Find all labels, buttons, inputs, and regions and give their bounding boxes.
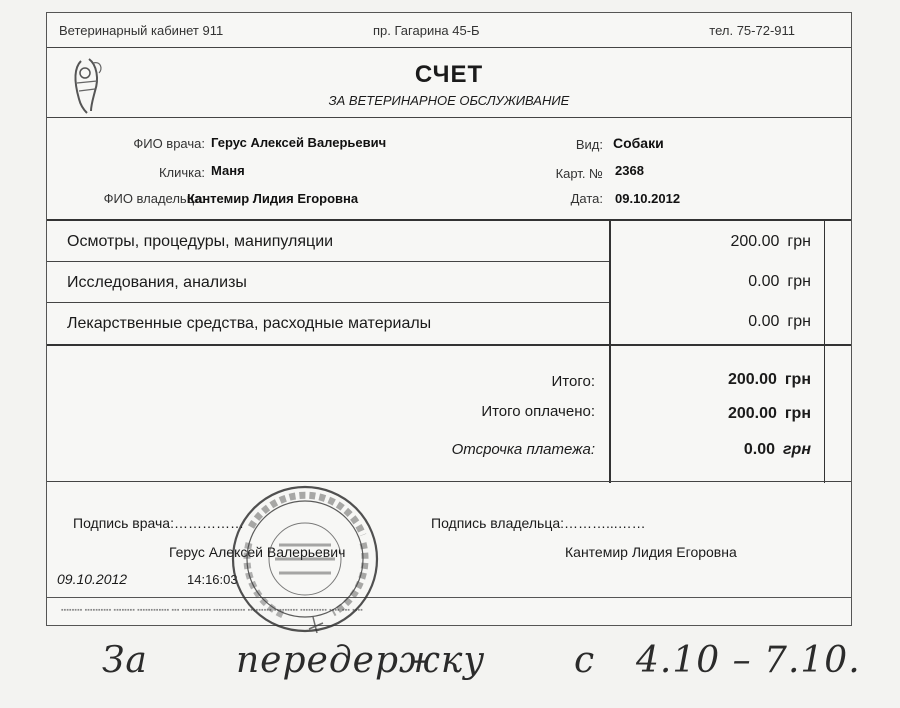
owner-signature-name: Кантемир Лидия Егоровна — [565, 544, 737, 560]
clinic-phone: тел. 75-72-911 — [709, 23, 795, 38]
doctor-signature-label: Подпись врача:…………… — [73, 515, 244, 531]
service-row — [47, 221, 609, 262]
pet-label: Кличка: — [158, 165, 205, 180]
total-label: Итого: — [551, 373, 595, 390]
signature-date: 09.10.2012 — [57, 571, 128, 587]
deferred-label: Отсрочка платежа: — [451, 441, 595, 458]
invoice-sheet — [46, 12, 852, 626]
column-divider — [609, 219, 611, 483]
footer-fine-print: ▪▪▪▪▪▪▪▪ ▪▪▪▪▪▪▪▪▪▪ ▪▪▪▪▪▪▪▪ ▪▪▪▪▪▪▪▪▪▪▪▪ ▪▪▪ ▪▪▪▪▪▪▪▪▪▪▪ ▪▪▪▪▪▪▪▪▪▪▪▪ ▪▪▪▪▪▪▪▪▪ ▪▪▪▪▪▪▪▪▪ ▪▪▪▪▪▪▪▪▪▪ ▪▪▪▪ ▪▪▪ ▪▪▪▪ — [61, 607, 363, 614]
handwritten-word: передержку — [236, 640, 486, 681]
title-divider — [47, 117, 851, 118]
service-name: Осмотры, процедуры, манипуляции — [67, 233, 334, 250]
date-label: Дата: — [570, 191, 603, 206]
species-label: Вид: — [575, 137, 603, 152]
deferred-amount: 0.00 грн — [743, 441, 811, 458]
round-stamp-icon — [213, 483, 393, 639]
total-amount: 200.00 грн — [727, 371, 811, 388]
service-amount: 200.00 грн — [730, 233, 811, 250]
handwritten-word: За — [102, 640, 148, 681]
owner-signature-label: Подпись владельца:………...…… — [431, 515, 646, 531]
pet-name: Маня — [211, 163, 245, 178]
clinic-address: пр. Гагарина 45-Б — [373, 23, 480, 38]
doctor-name: Герус Алексей Валерьевич — [211, 135, 387, 150]
invoice-subtitle: ЗА ВЕТЕРИНАРНОЕ ОБСЛУЖИВАНИЕ — [328, 93, 570, 108]
service-row — [47, 262, 609, 303]
service-name: Исследования, анализы — [67, 274, 247, 291]
doctor-label: ФИО врача: — [133, 136, 205, 151]
card-number: 2368 — [615, 163, 644, 178]
owner-name: Кантемир Лидия Егоровна — [187, 191, 359, 206]
card-label: Карт. № — [555, 166, 603, 181]
clinic-name: Ветеринарный кабинет 911 — [59, 23, 224, 38]
header-divider — [47, 47, 851, 48]
invoice-title: СЧЕТ — [414, 61, 484, 88]
right-column-divider — [824, 219, 825, 483]
totals-divider — [47, 481, 851, 482]
service-amount: 0.00 грн — [748, 273, 811, 290]
service-amount: 0.00 грн — [748, 313, 811, 330]
footer-divider — [47, 597, 851, 598]
paid-amount: 200.00 грн — [727, 405, 811, 422]
doctor-signature-name: Герус Алексей Валерьевич — [169, 544, 346, 560]
handwritten-dates: 4.10 – 7.10. — [636, 640, 861, 681]
invoice-date: 09.10.2012 — [615, 191, 681, 206]
service-name: Лекарственные средства, расходные материалы — [67, 315, 432, 332]
owner-label: ФИО владельца: — [103, 191, 205, 206]
paid-label: Итого оплачено: — [481, 403, 595, 420]
signature-time: 14:16:03 — [187, 572, 238, 587]
species-value: Собаки — [613, 135, 664, 151]
handwritten-word: с — [574, 640, 596, 681]
service-row — [47, 303, 609, 343]
